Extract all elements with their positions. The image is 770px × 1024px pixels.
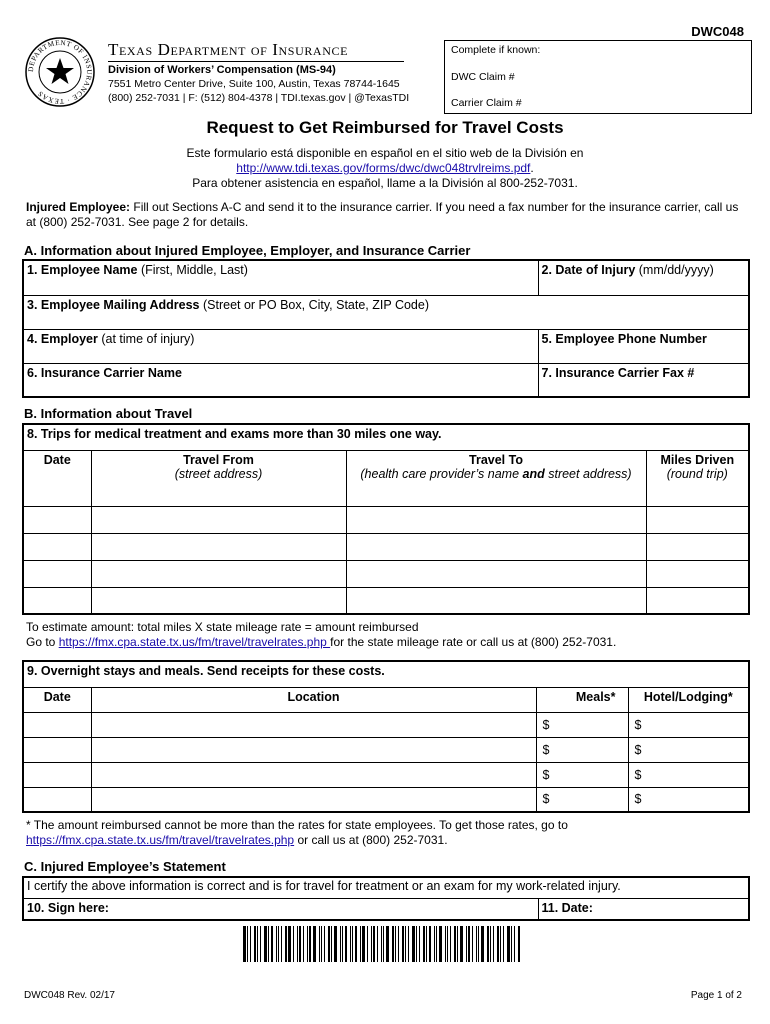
rates-link[interactable]: https://fmx.cpa.state.tx.us/fm/travel/travelrates.php — [58, 635, 331, 649]
meals-cell[interactable]: $ — [536, 787, 628, 812]
trip-from-cell[interactable] — [91, 533, 346, 560]
signature-label: 10. Sign here: — [27, 900, 109, 915]
claim-numbers-box — [444, 40, 752, 114]
trip-row — [23, 533, 749, 560]
col-hotel: Hotel/Lodging* — [628, 687, 749, 712]
col-miles-driven: Miles Driven (round trip) — [646, 450, 749, 506]
trip-row — [23, 506, 749, 533]
carrier-fax-label: 7. Insurance Carrier Fax # — [541, 365, 695, 380]
trip-row — [23, 587, 749, 614]
col-meals: Meals* — [536, 687, 628, 712]
col-miles-hint: (round trip) — [666, 466, 728, 481]
overnight-row — [23, 737, 749, 762]
trip-date-cell[interactable] — [23, 506, 91, 533]
date-of-injury-label: 2. Date of Injury — [541, 263, 636, 277]
trip-to-cell[interactable] — [346, 587, 646, 614]
hotel-cell[interactable]: $ — [628, 787, 749, 812]
section-b-heading: B. Information about Travel — [24, 406, 193, 421]
overnight-location-cell[interactable] — [91, 787, 536, 812]
intro-text: Fill out Sections A-C and send it to the insurance carrier. If you need a fax number for the insurance carrier, call us at (800) 252-7031. See page 2 for details. — [26, 200, 739, 229]
trip-to-cell[interactable] — [346, 560, 646, 587]
hotel-cell[interactable]: $ — [628, 737, 749, 762]
intro-instructions — [26, 200, 748, 230]
meals-cell[interactable]: $ — [536, 762, 628, 787]
overnight-location-cell[interactable] — [91, 737, 536, 762]
trip-miles-cell[interactable] — [646, 560, 749, 587]
estimate-line: To estimate amount: total miles X state mileage rate = amount reimbursed — [26, 620, 419, 634]
col-travel-to: Travel To (health care provider’s name and street address) — [346, 450, 646, 506]
spanish-line-3: Para obtener asistencia en español, llame a la División al 800-252-7031. — [192, 176, 578, 190]
trip-date-cell[interactable] — [23, 560, 91, 587]
col-travel-from-hint: (street address) — [174, 466, 263, 481]
employee-name-hint: (First, Middle, Last) — [137, 263, 248, 277]
overnight-date-cell[interactable] — [23, 737, 91, 762]
form-revision: DWC048 Rev. 02/17 — [24, 990, 115, 1001]
footnote-rates-link[interactable]: https://fmx.cpa.state.tx.us/fm/travel/travelrates.php — [26, 833, 295, 847]
dwc-claim-field[interactable] — [451, 71, 745, 83]
seal-text: DEPARTMENT OF INSURANCE · TEXAS — [26, 38, 94, 106]
intro-label: Injured Employee: — [26, 200, 131, 214]
dwc-claim-label: DWC Claim # — [451, 71, 515, 83]
carrier-claim-field[interactable] — [451, 97, 745, 109]
trips-table — [22, 423, 750, 615]
overnight-heading: 9. Overnight stays and meals. Send receipts for these costs. — [23, 661, 749, 687]
col-travel-to-hint: (health care provider’s name and street address) — [360, 466, 632, 481]
overnight-table — [22, 660, 750, 813]
page-title: Request to Get Reimbursed for Travel Costs — [206, 118, 564, 137]
rates-line — [26, 635, 616, 649]
rates-line-prefix: Go to — [26, 635, 59, 649]
carrier-name-label: 6. Insurance Carrier Name — [27, 365, 182, 380]
overnight-date-cell[interactable] — [23, 762, 91, 787]
agency-contact: (800) 252-7031 | F: (512) 804-4378 | TDI.texas.gov | @TexasTDI — [108, 92, 410, 104]
overnight-date-cell[interactable] — [23, 787, 91, 812]
barcode — [243, 926, 525, 962]
agency-address: 7551 Metro Center Drive, Suite 100, Austin, Texas 78744-1645 — [108, 78, 400, 90]
footnote-suffix: or call us at (800) 252-7031. — [294, 833, 448, 847]
trip-row — [23, 560, 749, 587]
col-overnight-date: Date — [23, 687, 91, 712]
page-number: Page 1 of 2 — [690, 990, 742, 1001]
employee-phone-field[interactable] — [538, 329, 749, 363]
spanish-line-1: Este formulario está disponible en español en el sitio web de la División en — [186, 146, 584, 160]
rates-footnote-line-2 — [26, 833, 448, 847]
trip-to-cell[interactable] — [346, 533, 646, 560]
division-name: Division of Workers’ Compensation (MS-94) — [108, 64, 336, 76]
overnight-location-cell[interactable] — [91, 712, 536, 737]
mailing-address-hint: (Street or PO Box, City, State, ZIP Code) — [199, 297, 429, 312]
col-travel-from: Travel From (street address) — [91, 450, 346, 506]
certify-statement: I certify the above information is correct and is for travel for treatment or an exam for my work-related injury. — [23, 877, 749, 898]
carrier-fax-field[interactable] — [538, 363, 749, 397]
col-date: Date — [23, 450, 91, 506]
rates-line-suffix: for the state mileage rate or call us at (800) 252-7031. — [330, 635, 617, 649]
employee-phone-label: 5. Employee Phone Number — [541, 331, 707, 346]
employee-name-label: 1. Employee Name — [27, 263, 138, 277]
form-code: DWC048 — [691, 24, 744, 39]
col-location: Location — [91, 687, 536, 712]
employer-label: 4. Employer — [27, 331, 98, 346]
tdi-seal-logo — [24, 36, 96, 108]
known-box-title: Complete if known: — [451, 44, 541, 56]
spanish-url-suffix: . — [530, 161, 534, 175]
trips-heading: 8. Trips for medical treatment and exams more than 30 miles one way. — [23, 424, 749, 450]
employer-hint: (at time of injury) — [97, 331, 195, 346]
trip-miles-cell[interactable] — [646, 506, 749, 533]
meals-cell[interactable]: $ — [536, 737, 628, 762]
carrier-claim-label: Carrier Claim # — [451, 97, 522, 109]
overnight-location-cell[interactable] — [91, 762, 536, 787]
section-a-heading: A. Information about Injured Employee, Employer, and Insurance Carrier — [24, 243, 471, 258]
sign-date-label: 11. Date: — [541, 900, 593, 915]
sign-date-field[interactable] — [538, 898, 749, 920]
hotel-cell[interactable]: $ — [628, 712, 749, 737]
trip-from-cell[interactable] — [91, 587, 346, 614]
meals-cell[interactable]: $ — [536, 712, 628, 737]
trip-from-cell[interactable] — [91, 560, 346, 587]
overnight-row — [23, 762, 749, 787]
section-a-table — [22, 259, 750, 398]
signature-field[interactable] — [23, 898, 538, 920]
spanish-form-link[interactable]: http://www.tdi.texas.gov/forms/dwc/dwc048trvlreims.pdf — [236, 161, 531, 175]
hotel-cell[interactable]: $ — [628, 762, 749, 787]
trip-date-cell[interactable] — [23, 533, 91, 560]
overnight-date-cell[interactable] — [23, 712, 91, 737]
spanish-line-2 — [0, 161, 770, 175]
statement-table — [22, 876, 750, 921]
date-of-injury-hint: (mm/dd/yyyy) — [635, 263, 714, 277]
mailing-address-field[interactable] — [23, 295, 749, 329]
overnight-row — [23, 712, 749, 737]
trip-date-cell[interactable] — [23, 587, 91, 614]
date-of-injury-field[interactable] — [538, 260, 749, 295]
carrier-name-field[interactable] — [23, 363, 538, 397]
employer-field[interactable] — [23, 329, 538, 363]
trip-miles-cell[interactable] — [646, 587, 749, 614]
employee-name-field[interactable] — [23, 260, 538, 295]
trip-from-cell[interactable] — [91, 506, 346, 533]
mailing-address-label: 3. Employee Mailing Address — [27, 297, 200, 312]
overnight-row — [23, 787, 749, 812]
trip-miles-cell[interactable] — [646, 533, 749, 560]
section-c-heading: C. Injured Employee’s Statement — [24, 859, 226, 874]
rates-footnote: * The amount reimbursed cannot be more than the rates for state employees. To get those rates, go to — [26, 818, 568, 832]
trip-to-cell[interactable] — [346, 506, 646, 533]
agency-name: Texas Department of Insurance — [108, 40, 404, 62]
